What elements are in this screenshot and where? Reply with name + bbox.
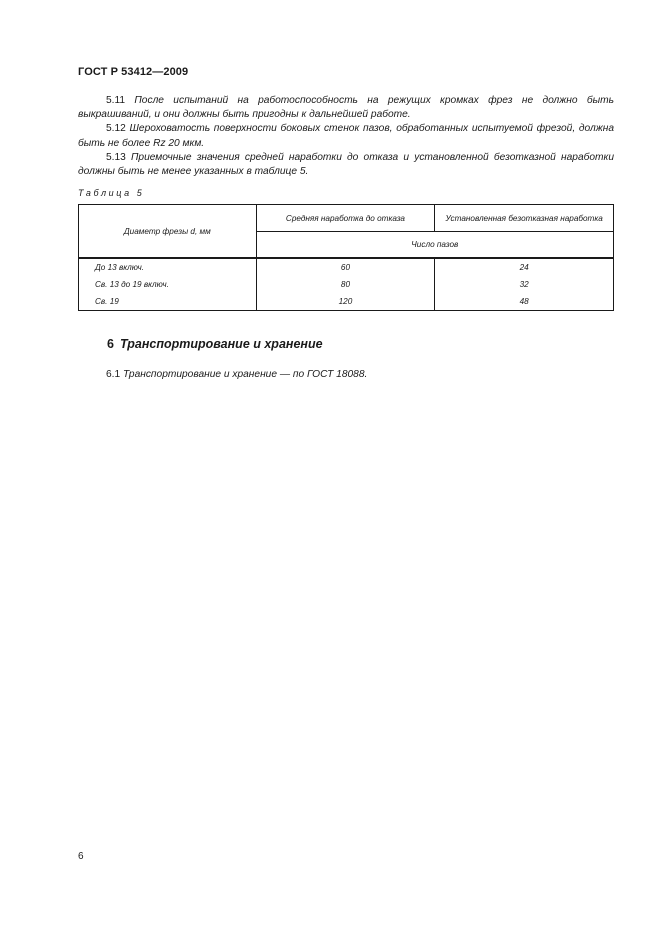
paragraph-6-1 [106, 369, 367, 380]
document-header: ГОСТ Р 53412—2009 [78, 66, 189, 78]
paragraph-text: Приемочные значения средней наработки до отказа и установленной безотказной наработки должны быть не менее указанных в таблице 5. [78, 151, 614, 178]
paragraph-number: 5.13 [106, 151, 126, 163]
cell-set: 24 [435, 258, 614, 276]
cell-mean: 80 [256, 276, 435, 293]
paragraph-5-13 [78, 151, 614, 179]
cell-set: 48 [435, 293, 614, 311]
table-header-row [79, 205, 614, 232]
paragraph-text: После испытаний на работоспособность на режущих кромках фрез не должно быть выкрашиваний, и они должны быть пригодны к дальнейшей работе. [78, 95, 614, 121]
paragraph-number: 5.12 [106, 123, 126, 135]
paragraph-text: Шероховатость поверхности боковых стенок пазов, обработанных испытуемой фрезой, должна быть не более Rz 20 мкм. [78, 123, 614, 149]
header-set-time: Установленная безотказная наработка [435, 205, 614, 232]
section-heading [107, 337, 323, 351]
paragraph-number: 5.11 [106, 95, 126, 106]
requirements-text [78, 94, 614, 179]
cell-diameter: Св. 19 [79, 293, 257, 311]
table-caption: Таблица 5 [78, 188, 145, 198]
paragraph-number: 6.1 [106, 369, 121, 380]
page-number: 6 [78, 851, 84, 862]
header-mean-time: Средняя наработка до отказа [256, 205, 435, 232]
cell-mean: 60 [256, 258, 435, 276]
durability-table [78, 204, 614, 311]
cell-set: 32 [435, 276, 614, 293]
cell-mean: 120 [256, 293, 435, 311]
cell-diameter: До 13 включ. [79, 258, 257, 276]
header-diameter: Диаметр фрезы d, мм [79, 205, 257, 259]
table-row [79, 276, 614, 293]
table-row [79, 293, 614, 311]
cell-diameter: Св. 13 до 19 включ. [79, 276, 257, 293]
paragraph-text: Транспортирование и хранение — по ГОСТ 18088. [123, 369, 368, 380]
paragraph-5-11 [78, 94, 614, 122]
header-unit: Число пазов [256, 232, 613, 259]
table-row [79, 258, 614, 276]
paragraph-5-12 [78, 122, 614, 150]
section-title-text: Транспортирование и хранение [119, 337, 323, 351]
section-number: 6 [107, 337, 114, 351]
